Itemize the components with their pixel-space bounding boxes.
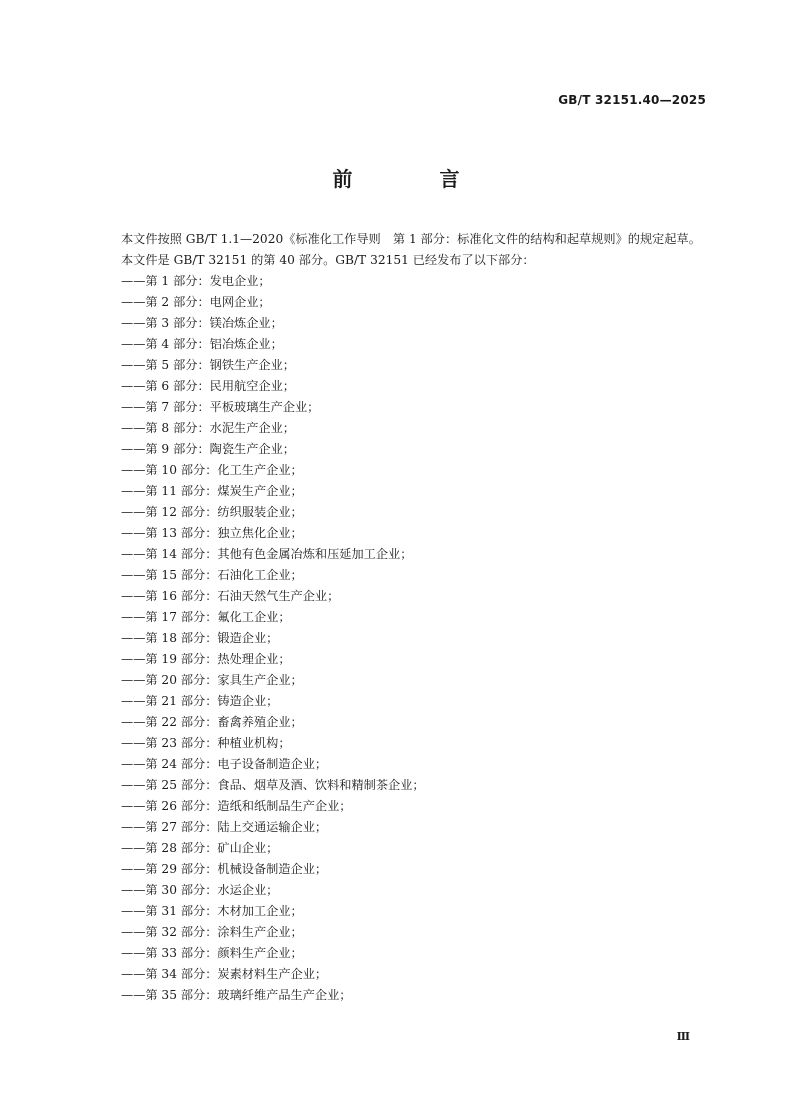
- list-item: ——第 16 部分：石油天然气生产企业；: [121, 589, 340, 603]
- list-item: ——第 14 部分：其他有色金属冶炼和压延加工企业；: [121, 547, 413, 561]
- list-item: ——第 19 部分：热处理企业；: [121, 652, 291, 666]
- list-item: ——第 15 部分：石油化工企业；: [121, 568, 303, 582]
- preface-body: [94, 229, 712, 1006]
- list-item: ——第 8 部分：水泥生产企业；: [121, 421, 295, 435]
- list-item: ——第 29 部分：机械设备制造企业；: [121, 862, 328, 876]
- list-item: ——第 22 部分：畜禽养殖企业；: [121, 715, 303, 729]
- list-item: ——第 34 部分：炭素材料生产企业；: [121, 967, 328, 981]
- list-item: ——第 2 部分：电网企业；: [121, 295, 271, 309]
- list-item: ——第 1 部分：发电企业；: [121, 274, 271, 288]
- list-item: ——第 5 部分：钢铁生产企业；: [121, 358, 295, 372]
- list-item: ——第 7 部分：平板玻璃生产企业；: [121, 400, 320, 414]
- list-item: ——第 27 部分：陆上交通运输企业；: [121, 820, 328, 834]
- list-item: ——第 28 部分：矿山企业；: [121, 841, 279, 855]
- list-item: ——第 4 部分：铝冶炼企业；: [121, 337, 283, 351]
- list-item: ——第 3 部分：镁冶炼企业；: [121, 316, 283, 330]
- paragraph-part-intro: 本文件是 GB/T 32151 的第 40 部分。GB/T 32151 已经发布了以下部分：: [121, 253, 535, 267]
- list-item: ——第 9 部分：陶瓷生产企业；: [121, 442, 295, 456]
- list-item: ——第 26 部分：造纸和纸制品生产企业；: [121, 799, 352, 813]
- list-item: ——第 20 部分：家具生产企业；: [121, 673, 303, 687]
- list-item: ——第 17 部分：氟化工企业；: [121, 610, 291, 624]
- list-item: ——第 11 部分：煤炭生产企业；: [121, 484, 303, 498]
- list-item: ——第 6 部分：民用航空企业；: [121, 379, 295, 393]
- published-parts-list: [94, 271, 712, 1006]
- list-item: ——第 21 部分：铸造企业；: [121, 694, 279, 708]
- list-item: ——第 12 部分：纺织服装企业；: [121, 505, 303, 519]
- list-item: ——第 23 部分：种植业机构；: [121, 736, 291, 750]
- list-item: ——第 10 部分：化工生产企业；: [121, 463, 303, 477]
- list-item: ——第 24 部分：电子设备制造企业；: [121, 757, 328, 771]
- list-item: ——第 31 部分：木材加工企业；: [121, 904, 303, 918]
- standard-code: GB/T 32151.40—2025: [558, 93, 706, 107]
- list-item: ——第 18 部分：锻造企业；: [121, 631, 279, 645]
- page-number: Ⅲ: [676, 1030, 689, 1043]
- preface-title: 前 言: [332, 167, 500, 191]
- list-item: ——第 13 部分：独立焦化企业；: [121, 526, 303, 540]
- paragraph-drafting-rules: 本文件按照 GB/T 1.1—2020《标准化工作导则 第 1 部分：标准化文件的结构和起草规则》的规定起草。: [121, 232, 701, 246]
- list-item: ——第 35 部分：玻璃纤维产品生产企业；: [121, 988, 352, 1002]
- list-item: ——第 25 部分：食品、烟草及酒、饮料和精制茶企业；: [121, 778, 425, 792]
- list-item: ——第 33 部分：颜料生产企业；: [121, 946, 303, 960]
- list-item: ——第 30 部分：水运企业；: [121, 883, 279, 897]
- list-item: ——第 32 部分：涂料生产企业；: [121, 925, 303, 939]
